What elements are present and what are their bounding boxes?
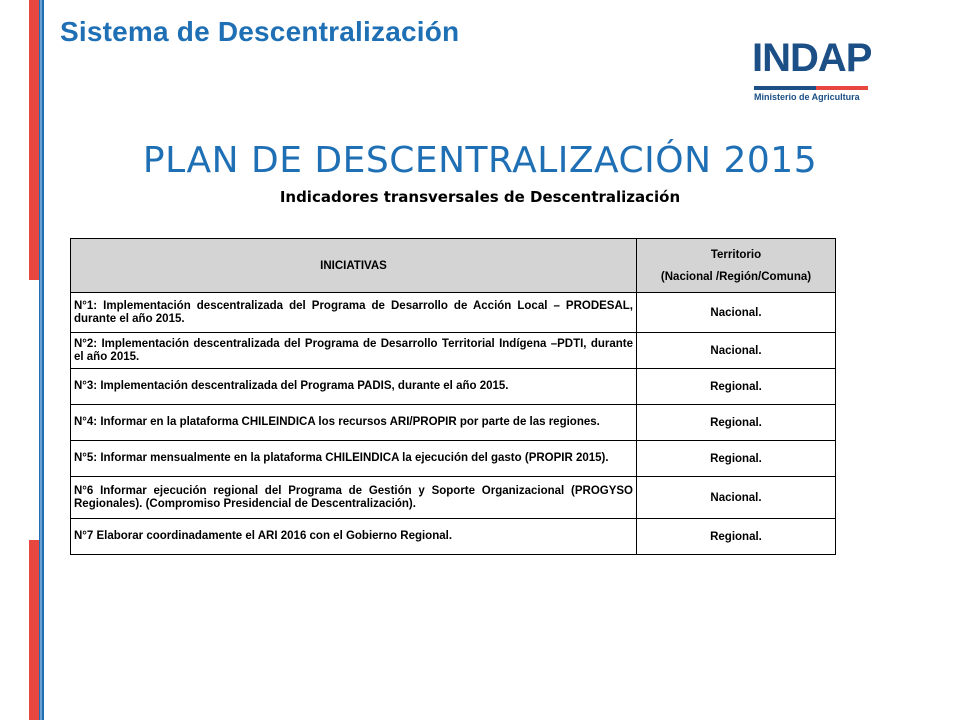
page-subtitle: Indicadores transversales de Descentralización (279, 188, 681, 206)
territory-cell: Nacional. (637, 477, 836, 519)
table-row (71, 293, 836, 333)
header-territory-detail: (Nacional /Región/Comuna) (660, 270, 812, 283)
table-row (71, 441, 836, 477)
initiative-cell: N°6 Informar ejecución regional del Programa de Gestión y Soporte Organizacional (PROGYSO Regionales). (Compromiso Presidencial de Descentralización). (71, 477, 637, 519)
territory-cell: Regional. (637, 405, 836, 441)
page-title: PLAN DE DESCENTRALIZACIÓN 2015 (142, 140, 818, 181)
initiative-cell: N°1: Implementación descentralizada del Programa de Desarrollo de Acción Local – PRODESAL, durante el año 2015. (71, 293, 637, 333)
initiative-cell: N°5: Informar mensualmente en la plataforma CHILEINDICA la ejecución del gasto (PROPIR 2015). (71, 441, 637, 477)
table-header-row (71, 239, 836, 293)
table-row (71, 405, 836, 441)
territory-cell: Regional. (637, 441, 836, 477)
table-row (71, 333, 836, 369)
indap-logo (752, 36, 872, 102)
header-territory-label: Territorio (710, 248, 762, 261)
initiatives-table (70, 238, 836, 555)
left-stripe-blue (39, 0, 44, 720)
territory-cell: Nacional. (637, 293, 836, 333)
red-stripe-segment-bottom (29, 540, 39, 720)
initiative-cell: N°2: Implementación descentralizada del Programa de Desarrollo Territorial Indígena –PDTI, durante el año 2015. (71, 333, 637, 369)
left-stripe-red (29, 0, 39, 720)
header-initiatives: INICIATIVAS (71, 239, 637, 293)
territory-cell: Regional. (637, 369, 836, 405)
logo-bar-red (816, 86, 868, 90)
table-row (71, 477, 836, 519)
logo-color-bar (754, 86, 868, 90)
logo-bar-blue (754, 86, 816, 90)
territory-cell: Regional. (637, 519, 836, 555)
logo-wordmark: INDAP (752, 36, 872, 80)
table-row (71, 369, 836, 405)
logo-subtitle: Ministerio de Agricultura (754, 92, 860, 102)
header-territory (637, 239, 836, 293)
initiative-cell: N°4: Informar en la plataforma CHILEINDICA los recursos ARI/PROPIR por parte de las regiones. (71, 405, 637, 441)
section-title: Sistema de Descentralización (60, 16, 460, 47)
initiative-cell: N°7 Elaborar coordinadamente el ARI 2016 con el Gobierno Regional. (71, 519, 637, 555)
territory-cell: Nacional. (637, 333, 836, 369)
initiative-cell: N°3: Implementación descentralizada del Programa PADIS, durante el año 2015. (71, 369, 637, 405)
table-row (71, 519, 836, 555)
